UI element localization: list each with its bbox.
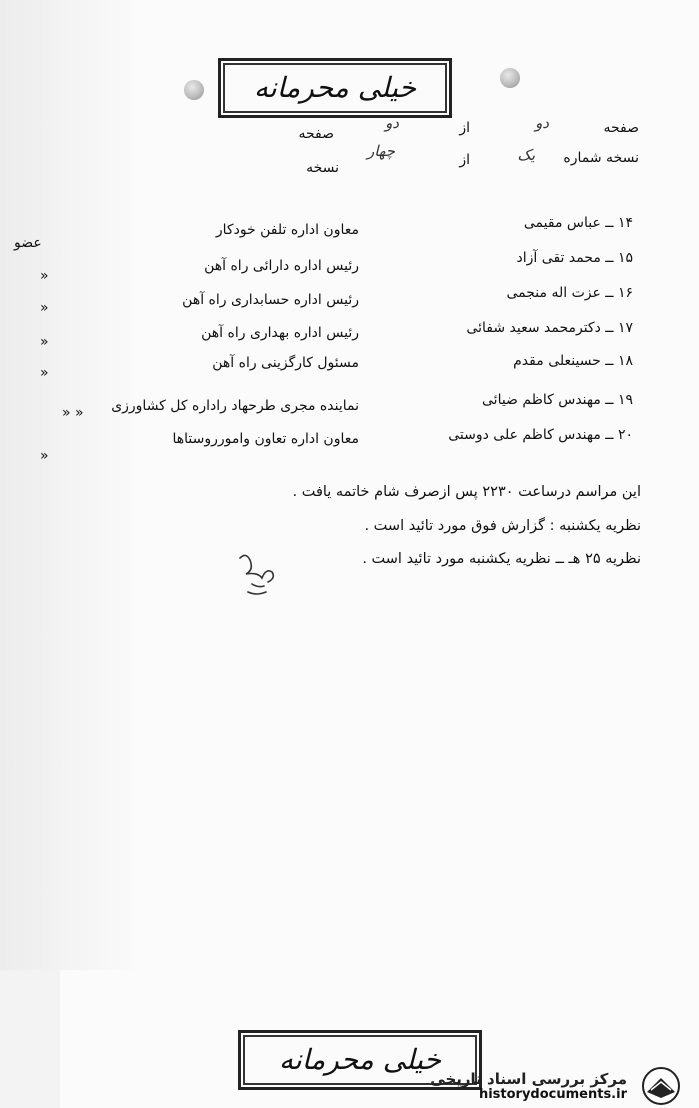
closing-line: نظریه ۲۵ هـ ــ نظریه یکشنبه مورد تائید است .: [362, 551, 641, 567]
member-role: رئیس اداره بهداری راه آهن: [201, 325, 359, 341]
member-name: ۱۹ ــ مهندس کاظم ضیائی: [482, 392, 633, 408]
handwritten-signature: [232, 548, 282, 598]
member-role: معاون اداره تلفن خودکار: [215, 222, 359, 238]
confidential-stamp-top: خیلی محرمانه: [218, 58, 452, 118]
book-icon: [637, 1066, 683, 1106]
confidential-stamp-bottom: خیلی محرمانه: [238, 1030, 482, 1090]
binding-strip: [0, 0, 135, 970]
page-label: صفحه: [603, 120, 639, 136]
copy-number: یک: [517, 146, 535, 164]
logo-title: مرکز بررسی اسناد تاریخی: [430, 1070, 627, 1088]
binding-strip-bottom: [0, 970, 60, 1108]
page-of-label: از: [459, 120, 470, 136]
member-name: ۱۴ ــ عباس مقیمی: [523, 215, 633, 231]
member-ditto: » »: [62, 405, 84, 421]
member-name: ۱۵ ــ محمد تقی آزاد: [516, 250, 633, 266]
member-ditto: »: [40, 448, 49, 464]
copy-total: چهار: [366, 142, 395, 160]
copy-of-label: از: [459, 152, 470, 168]
member-role: معاون اداره تعاون وامورروستاها: [172, 431, 359, 447]
member-role: رئیس اداره حسابداری راه آهن: [182, 292, 359, 308]
member-ditto: عضو: [14, 235, 42, 251]
member-name: ۱۶ ــ عزت اله منجمی: [506, 285, 633, 301]
member-role: رئیس اداره دارائی راه آهن: [204, 258, 359, 274]
punch-hole-right: [500, 68, 520, 88]
member-role: مسئول کارگزینی راه آهن: [212, 355, 359, 371]
copy-suffix: نسخه: [306, 160, 339, 176]
punch-hole-left: [184, 80, 204, 100]
member-ditto: »: [40, 300, 49, 316]
closing-line: این مراسم درساعت ۲۲۳۰ پس ازصرف شام خاتمه یافت .: [292, 484, 641, 500]
member-ditto: »: [40, 334, 49, 350]
member-name: ۲۰ ــ مهندس کاظم علی دوستی: [448, 427, 633, 443]
copy-label: نسخه شماره: [563, 150, 639, 166]
member-name: ۱۸ ــ حسینعلی مقدم: [513, 353, 633, 369]
closing-line: نظریه یکشنبه : گزارش فوق مورد تائید است .: [364, 518, 641, 534]
page-suffix: صفحه: [298, 126, 334, 142]
member-ditto: »: [40, 268, 49, 284]
member-role: نماینده مجری طرحهاد راداره کل کشاورزی: [111, 398, 359, 414]
member-ditto: »: [40, 365, 49, 381]
page-number: دو: [535, 114, 549, 132]
logo-url: historydocuments.ir: [478, 1087, 627, 1102]
archive-logo: [415, 1070, 695, 1104]
member-name: ۱۷ ــ دکترمحمد سعید شفائی: [466, 320, 633, 336]
page-total: دو: [385, 114, 399, 132]
